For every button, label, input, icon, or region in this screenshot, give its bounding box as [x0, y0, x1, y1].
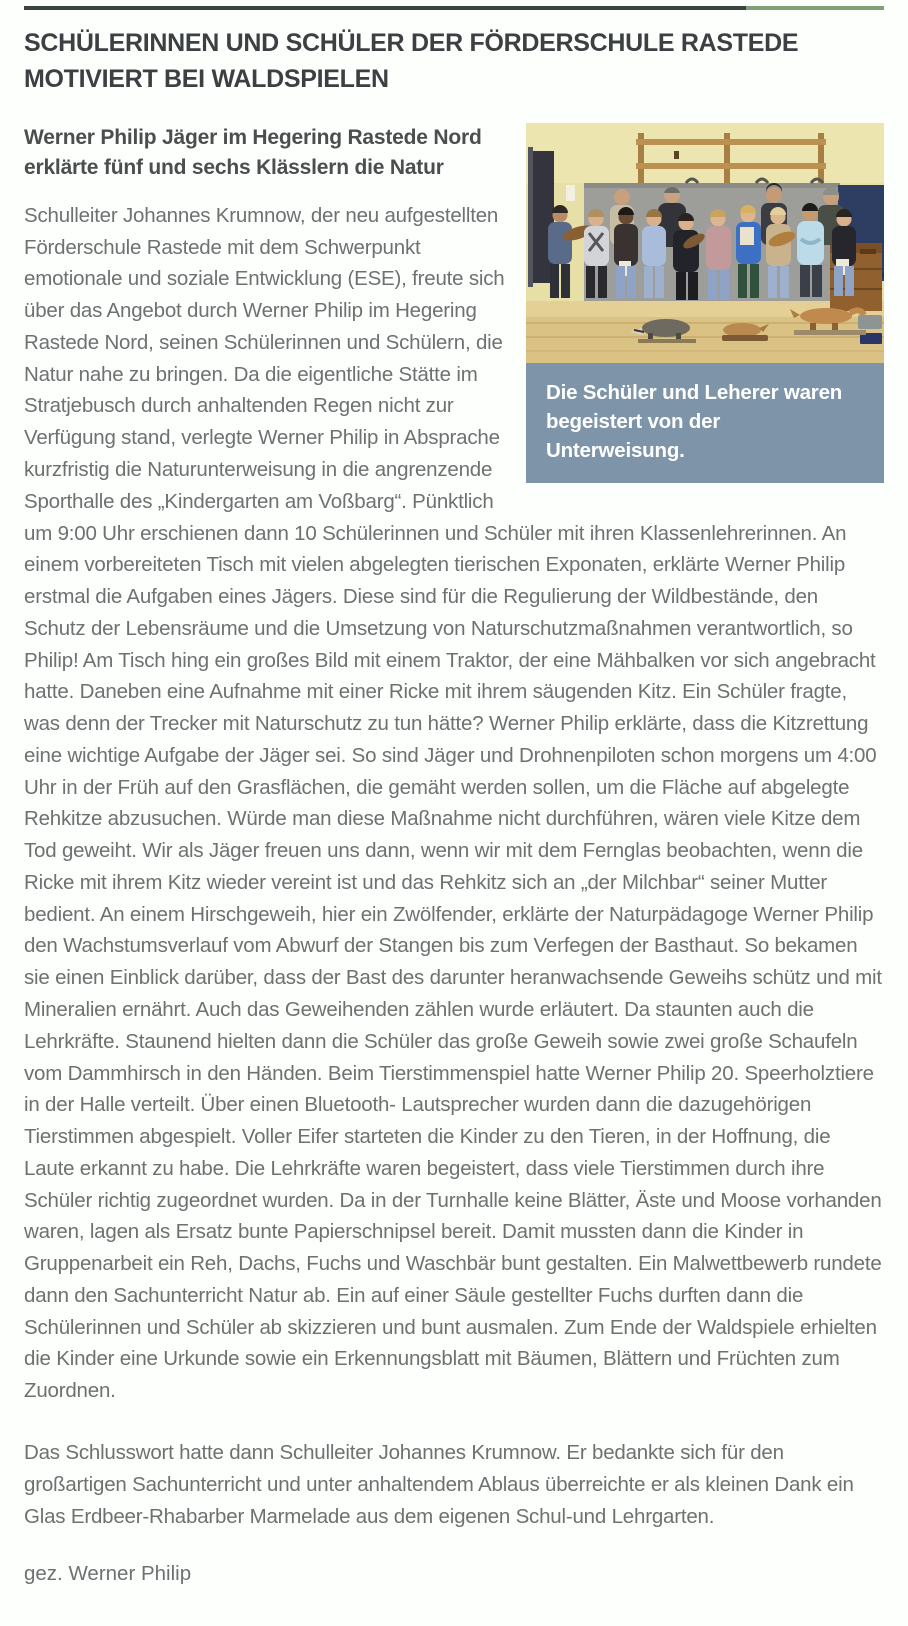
top-divider-green-segment [746, 6, 884, 10]
group-photo [526, 123, 884, 363]
top-divider [24, 6, 884, 10]
article-headline: SCHÜLERINNEN UND SCHÜLER DER FÖRDERSCHULE RASTEDE MOTIVIERT BEI WALDSPIELEN [24, 29, 799, 93]
article-signature: gez. Werner Philip [24, 1562, 192, 1586]
group-photo-illustration [526, 123, 884, 363]
article-figure [526, 123, 884, 483]
top-divider-dark-segment [24, 6, 746, 10]
article-paragraph-2: Das Schlusswort hatte dann Schulleiter Johannes Krumnow. Er bedankte sich für den großartigen Sachunterricht und unter anhaltendem Ablaus überreichte er als kleinen Dank ein Glas Erdbeer-Rhabarber Marmelade aus dem eigenen Schul-und Lehrgarten. [24, 1440, 854, 1528]
article-subheadline: Werner Philip Jäger im Hegering Rastede Nord erklärte fünf und sechs Klässlern die Natur [24, 126, 482, 180]
article-paragraph-1: Schulleiter Johannes Krumnow, der neu aufgestellten Förderschule Rastede mit dem Schwerpunkt emotionale und soziale Entwicklung (ESE), freute sich über das Angebot durch Werner Philip im Hegering Rastede Nord, seinen Schülerinnen und Schülern, die Natur nahe zu bringen. Da die eigentliche Stätte im Stratjebusch durch anhaltenden Regen nicht zur Verfügung stand, verlegte Werner Philip in Absprache kurzfristig die Naturunterweisung in die angrenzende Sporthalle des „Kindergarten am Voßbarg“. Pünktlich um 9:00 Uhr erschienen dann 10 Schülerinnen und Schüler mit ihren Klassenlehrerinnen. An einem vorbereiteten Tisch mit vielen abgelegten tierischen Exponaten, erklärte Werner Philip erstmal die Aufgaben eines Jägers. Diese sind für die Regulierung der Wildbestände, den Schutz der Lebensräume und die Umsetzung von Naturschutzmaßnahmen verantwortlich, so Philip! Am Tisch hing ein großes Bild mit einem Traktor, der eine Mähbalken vor sich angebracht hatte. Daneben eine Aufnahme mit einer Ricke mit ihrem säugenden Kitz. Ein Schüler fragte, was denn der Trecker mit Naturschutz zu tun hätte? Werner Philip erklärte, dass die Kitzrettung eine wichtige Aufgabe der Jäger sei. So sind Jäger und Drohnenpiloten schon morgens um 4:00 Uhr in der Früh auf den Grasflächen, die gemäht werden sollen, um die Fläche auf abgelegte Rehkitze abzusuchen. Würde man diese Maßnahme nicht durchführen, wären viele Kitze dem Tod geweiht. Wir als Jäger freuen uns dann, wenn wir mit dem Fernglas beobachten, wenn die Ricke mit ihrem Kitz wieder vereint ist und das Rehkitz sich an „der Milchbar“ seiner Mutter bedient. An einem Hirschgeweih, hier ein Zwölfender, erklärte der Naturpädagoge Werner Philip den Wachstumsverlauf vom Abwurf der Stangen bis zum Verfegen der Basthaut. So bekamen sie einen Einblick darüber, dass der Bast des darunter heranwachsende Geweihs schütz und mit Mineralien ernährt. Auch das Geweihenden zählen wurde erläutert. Da staunten auch die Lehrkräfte. Staunend hielten dann die Schüler das große Geweih sowie zwei große Schaufeln vom Dammhirsch in den Händen. Beim Tierstimmenspiel hatte Werner Philip 20. Speerholztiere in der Halle verteilt. Über einen Bluetooth- Lautsprecher wurden dann die dazugehörigen Tierstimmen abgespielt. Voller Eifer starteten die Kinder zu den Tieren, in der Hoffnung, die Laute erkannt zu habe. Die Lehrkräfte waren begeistert, dass viele Tierstimmen durch ihre Schüler richtig zugeordnet wurden. Da in der Turnhalle keine Blätter, Äste und Moose vorhanden waren, lagen als Ersatz bunte Papierschnipsel bereit. Damit mussten dann die Kinder in Gruppenarbeit ein Reh, Dachs, Fuchs und Waschbär bunt gestalten. Ein Malwettbewerb rundete dann den Sachunterricht Natur ab. Ein auf einer Säule gestellter Fuchs durften dann die Schülerinnen und Schüler ab skizzieren und bunt ausmalen. Zum Ende der Waldspiele erhielten die Kinder eine Urkunde sowie ein Erkennungsblatt mit Bäumen, Blättern und Früchten zum Zuordnen. [24, 203, 882, 1403]
photo-caption: Die Schüler und Leherer waren begeistert von der Unterweisung. [526, 363, 884, 483]
